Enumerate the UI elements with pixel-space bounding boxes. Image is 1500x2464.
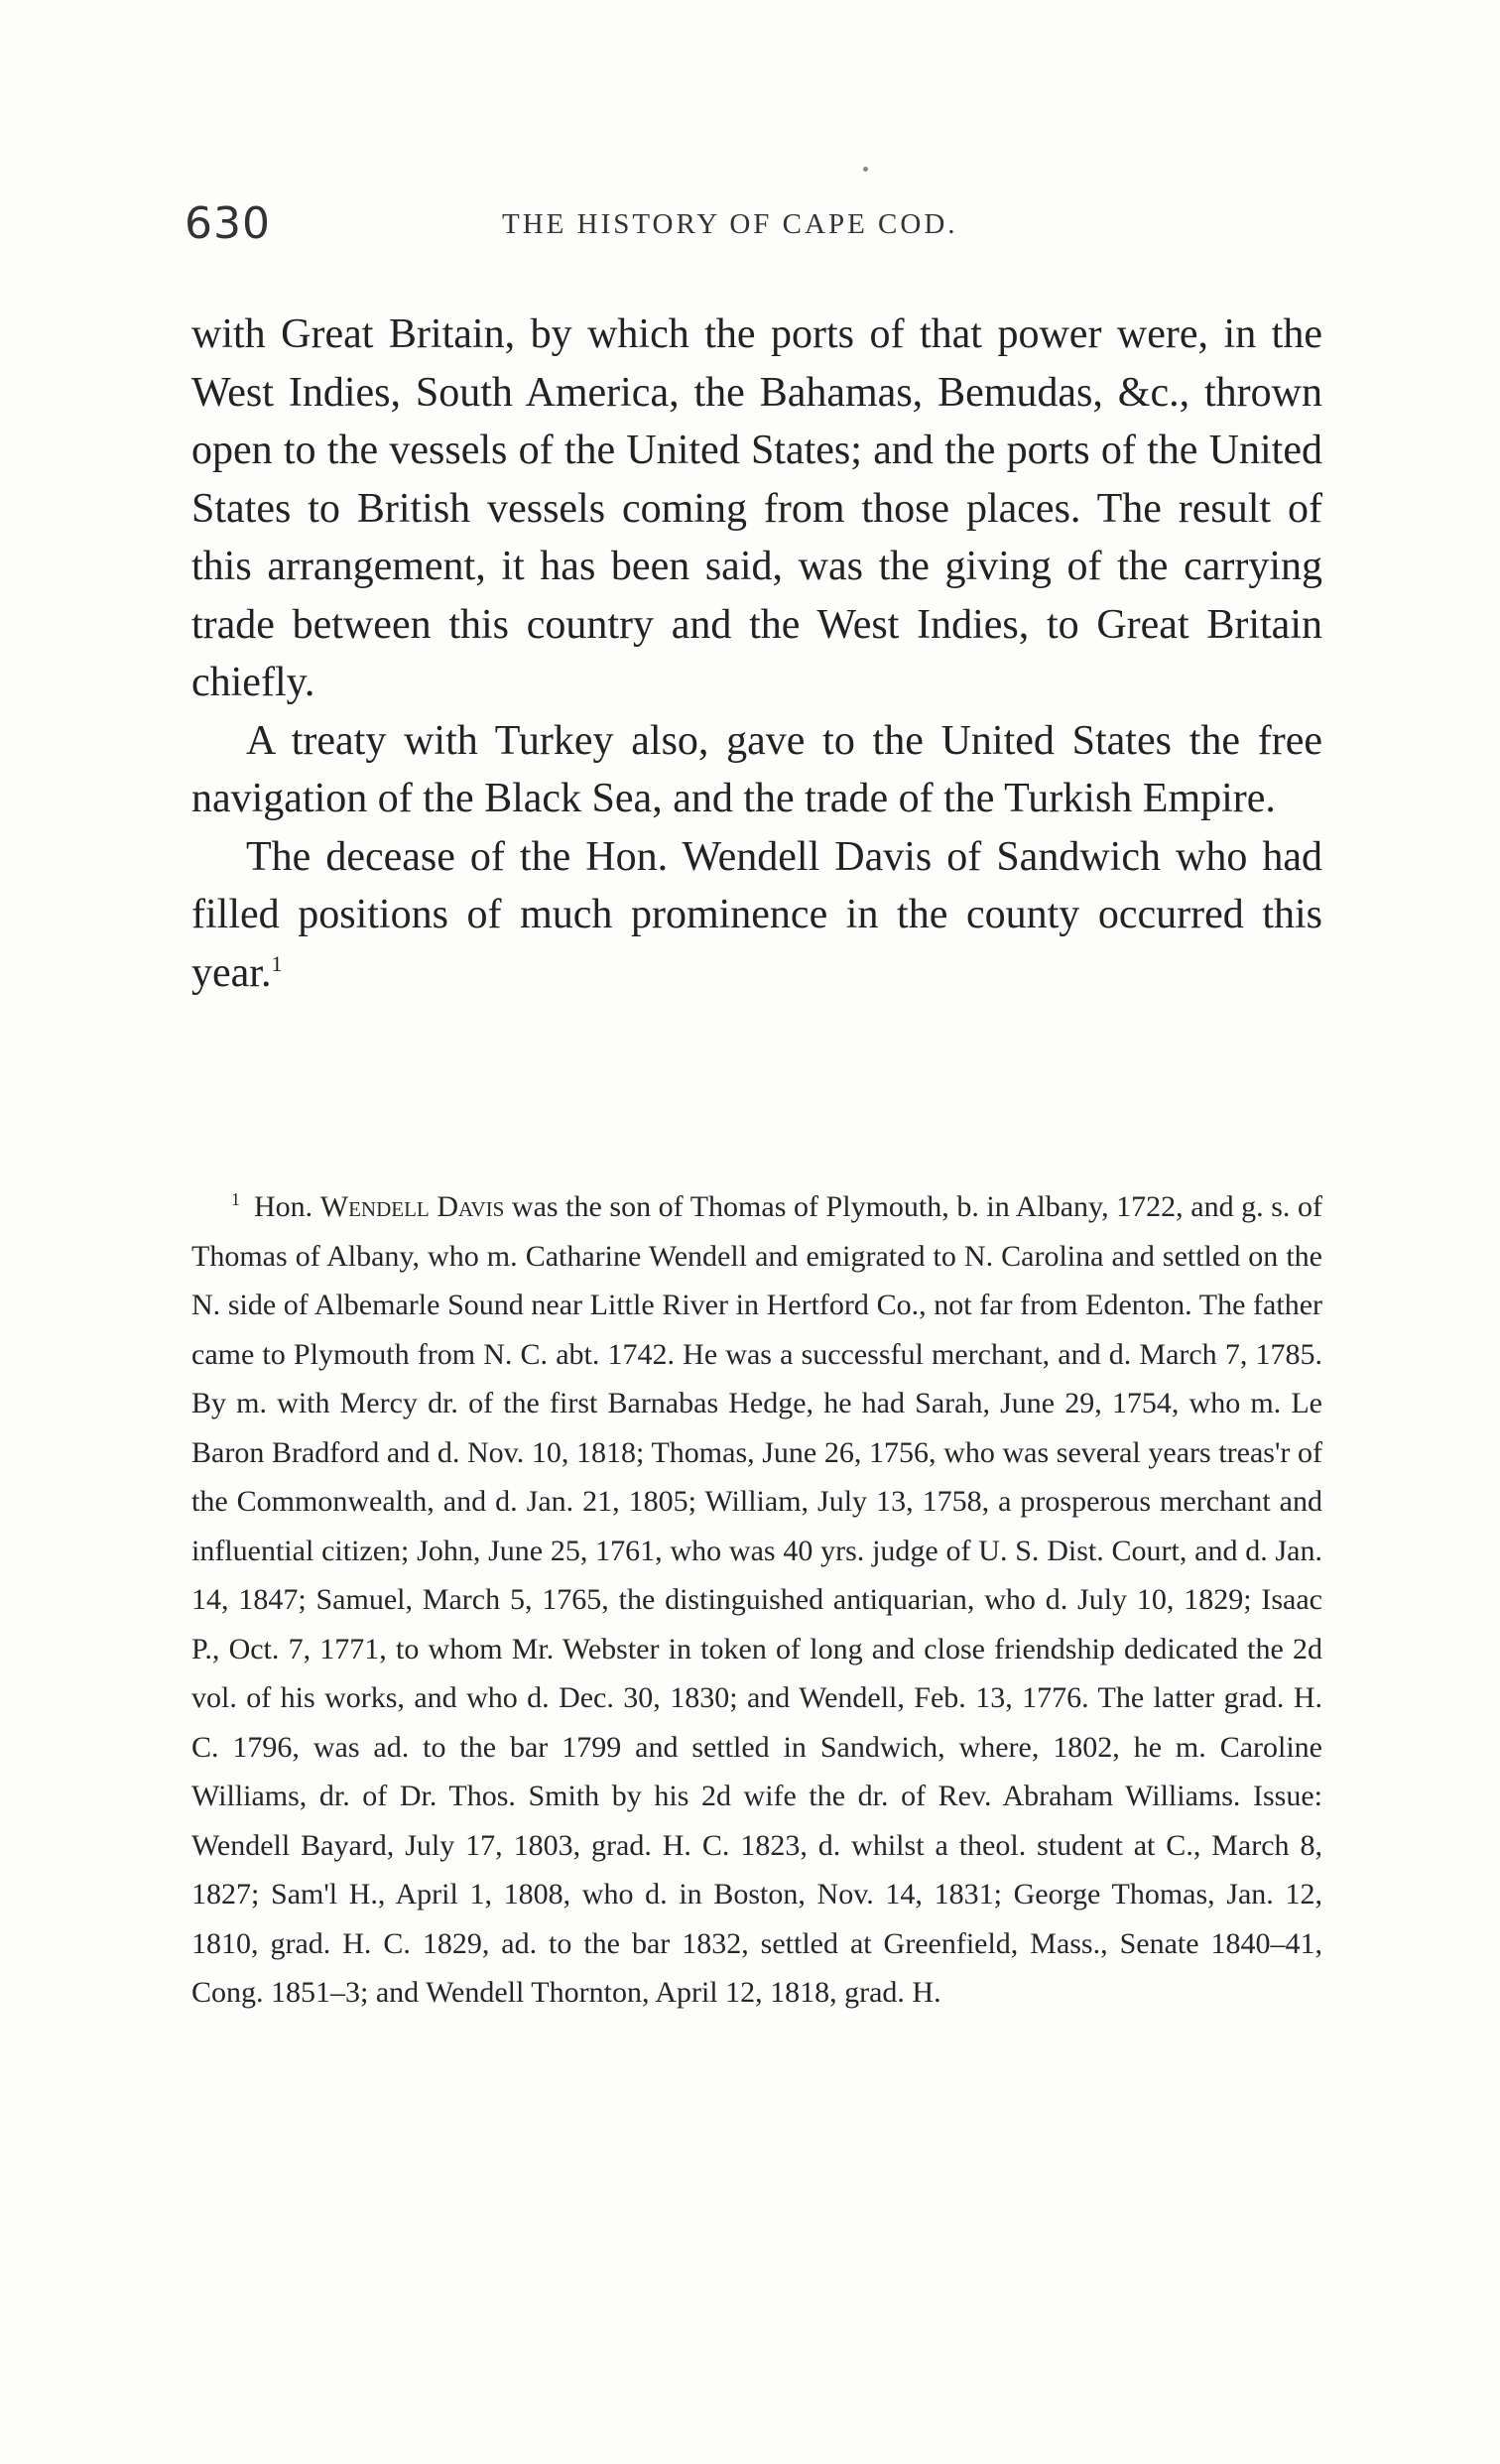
footnote-marker: 1 (231, 1189, 240, 1209)
page-number: 630 (185, 198, 271, 249)
printing-speck (863, 167, 868, 172)
footnote-reference: 1 (271, 950, 283, 976)
footnote-text: was the son of Thomas of Plymouth, b. in Albany, 1722, and g. s. of Thomas of Albany, who m. Catharine Wendell and emigrated to N. Carolina and settled on the N. side of Albemarle Sound near Little River in Hertford Co., not far from Edenton. The father came to Plymouth from N. C. abt. 1742. He was a successful merchant, and d. March 7, 1785. By m. with Mercy dr. of the first Barnabas Hedge, he had Sarah, June 29, 1754, who m. Le Baron Bradford and d. Nov. 10, 1818; Thomas, June 26, 1756, who was several years treas'r of the Commonwealth, and d. Jan. 21, 1805; William, July 13, 1758, a prosperous merchant and influential citizen; John, June 25, 1761, who was 40 yrs. judge of U. S. Dist. Court, and d. Jan. 14, 1847; Samuel, March 5, 1765, the distinguished antiquarian, who d. July 10, 1829; Isaac P., Oct. 7, 1771, to whom Mr. Webster in token of long and close friendship dedicated the 2d vol. of his works, and who d. Dec. 30, 1830; and Wendell, Feb. 13, 1776. The latter grad. H. C. 1796, was ad. to the bar 1799 and settled in Sandwich, where, 1802, he m. Caroline Williams, dr. of Dr. Thos. Smith by his 2d wife the dr. of Rev. Abraham Williams. Issue: Wendell Bayard, July 17, 1803, grad. H. C. 1823, d. whilst a theol. student at C., March 8, 1827; Sam'l H., April 1, 1808, who d. in Boston, Nov. 14, 1831; George Thomas, Jan. 12, 1810, grad. H. C. 1829, ad. to the bar 1832, settled at Greenfield, Mass., Senate 1840–41, Cong. 1851–3; and Wendell Thornton, April 12, 1818, grad. H. (191, 1190, 1323, 2009)
paragraph-wendell-davis (191, 828, 1322, 1003)
running-head (185, 198, 1325, 258)
footnote-lead: Hon. (254, 1190, 313, 1223)
footnote-subject-name: Wendell Davis (319, 1190, 505, 1223)
paragraph-continuation: with Great Britain, by which the ports of that power were, in the West Indies, South America, the Bahamas, Bemudas, &c., thrown open to the vessels of the United States; and the ports of the United States to British vessels coming from those places. The result of this arrangement, it has been said, was the giving of the carrying trade between this country and the West Indies, to Great Britain chiefly. (191, 311, 1322, 705)
running-title: THE HISTORY OF CAPE COD. (502, 208, 958, 240)
paragraph-turkey-treaty: A treaty with Turkey also, gave to the United States the free navigation of the Black Sea, and the trade of the Turkish Empire. (191, 717, 1322, 821)
paragraph-wendell-davis-text: The decease of the Hon. Wendell Davis of Sandwich who had filled positions of much prominence in the county occurred this year. (191, 833, 1322, 996)
footnote-1 (191, 1182, 1322, 2018)
main-text (191, 306, 1322, 1002)
